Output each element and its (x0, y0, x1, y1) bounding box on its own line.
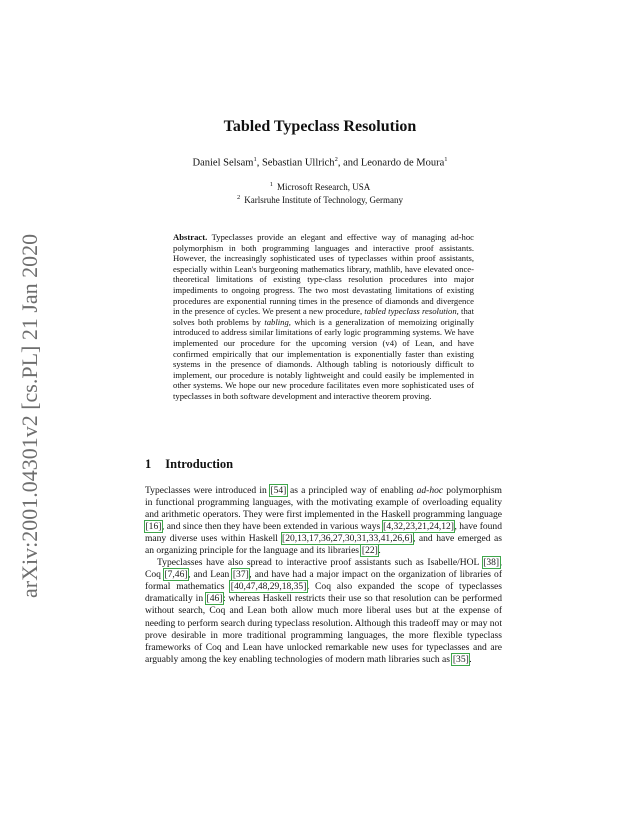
text-run: . (469, 653, 472, 665)
section-title: Introduction (165, 457, 234, 471)
citation-link[interactable]: [40,47,48,29,18,35] (230, 581, 307, 593)
paragraph (145, 557, 502, 665)
text-run: Typeclasses were introduced in (145, 485, 270, 496)
author-list (0, 156, 640, 169)
abstract-emphasis: tabled typeclass resolution (364, 306, 457, 317)
affiliation-mark: 2 (236, 194, 241, 201)
paper-title: Tabled Typeclass Resolution (223, 118, 417, 135)
abstract (173, 232, 474, 402)
affiliation-1 (0, 181, 640, 192)
citation-link[interactable]: [46] (206, 593, 223, 605)
emphasis-text: ad-hoc (416, 485, 444, 496)
author-affiliation-mark: 1 (444, 156, 448, 163)
section-number: 1 (145, 457, 152, 471)
affiliation-text: Microsoft Research, USA (277, 182, 371, 192)
abstract-text: Typeclasses provide an elegant and effective way of managing ad-hoc polymorphism in both programming languages and interactive proof assistants. However, the increasingly sophisticated uses of typeclasses within proof assistants, especially within Lean's burgeoning mathematics library, mathlib, have elevated once-theoretical limitations of existing type-class resolution procedures into major impediments to ongoing progress. The two most devastating limitations of existing procedures are exponential running times in the presence of diamonds and divergence in the presence of cycles. We present a new procedure, tabled typeclass resolution, that solves both problems by tabling, which is a generalization of memoizing originally introduced to address similar limitations of early logic programming systems. We have implemented our procedure for the upcoming version (v4) of Lean, and have confirmed empirically that our implementation is exponentially faster than existing systems in the presence of diamonds. Although tabling is notoriously difficult to implement, our procedure is notably lightweight and could easily be implemented in other systems. We hope our new procedure facilitates even more sophisticated uses of typeclasses in both software development and interactive theorem proving. (173, 232, 474, 401)
affiliation-text: Karlsruhe Institute of Technology, Germany (244, 195, 404, 205)
citation-link[interactable]: [20,13,17,36,27,30,31,33,41,26,6] (282, 533, 413, 545)
affiliation-mark: 1 (269, 181, 273, 188)
text-run: , Coq (145, 557, 502, 581)
text-run: , and since then they have been extended in various ways (161, 521, 383, 533)
author-affiliation-mark: 2 (334, 156, 338, 163)
text-run: , have found many diverse uses within Haskell (145, 521, 502, 545)
text-run: as a principled way of enabling (286, 485, 417, 496)
text-run: : whereas Haskell restricts their use so that resolution can be performed without search, Coq and Lean both allow much more liberal uses but at the expense of needing to perform search during typeclass resolution. Although this tradeoff may or may not prove desirable in more traditional programming languages, the more flexible typeclass frameworks of Coq and Lean have unlocked remarkable new uses for typeclasses and are arguably among the key enabling technologies of modern math libraries such as (145, 593, 502, 665)
author-affiliation-mark: 1 (253, 156, 257, 163)
citation-link[interactable]: [4,32,23,21,24,12] (383, 521, 454, 533)
text-run: Typeclasses have also spread to interactive proof assistants such as Isabelle/HOL (157, 557, 483, 569)
text-run: . (378, 545, 381, 557)
author-separator: , and (337, 157, 361, 169)
abstract-emphasis: tabling (264, 316, 289, 327)
text-run: polymorphism in functional programming languages, with the motivating example of overloading equality and arithmetic operators. They were first implemented in the Haskell programming language (145, 485, 502, 521)
author-name: Leonardo de Moura (360, 157, 445, 169)
author-name: Sebastian Ullrich (261, 157, 335, 169)
text-run: , and Lean (188, 569, 233, 581)
arxiv-stamp-text: arXiv:2001.04301v2 [cs.PL] 21 Jan 2020 (17, 233, 42, 598)
citation-link[interactable]: [54] (270, 485, 287, 496)
affiliation-2 (0, 194, 640, 205)
text-run: , and have had a major impact on the organization of libraries of formal mathematics (145, 569, 502, 593)
text-run: . Coq also expanded the scope of typeclasses dramatically in (145, 581, 502, 605)
citation-link[interactable]: [38] (483, 557, 500, 569)
section-heading (145, 457, 233, 472)
citation-link[interactable]: [7,46] (164, 569, 188, 581)
author-name: Daniel Selsam (192, 157, 254, 169)
abstract-label: Abstract. (173, 232, 208, 242)
paragraph (145, 485, 502, 557)
text-run: , and have emerged as an organizing principle for the language and its libraries (145, 533, 502, 557)
citation-link[interactable]: [16] (145, 521, 162, 533)
citation-link[interactable]: [35] (452, 653, 469, 665)
author-separator: , (256, 157, 262, 169)
citation-link[interactable]: [37] (232, 569, 249, 581)
introduction-body (145, 485, 502, 666)
citation-link[interactable]: [22] (361, 545, 378, 557)
